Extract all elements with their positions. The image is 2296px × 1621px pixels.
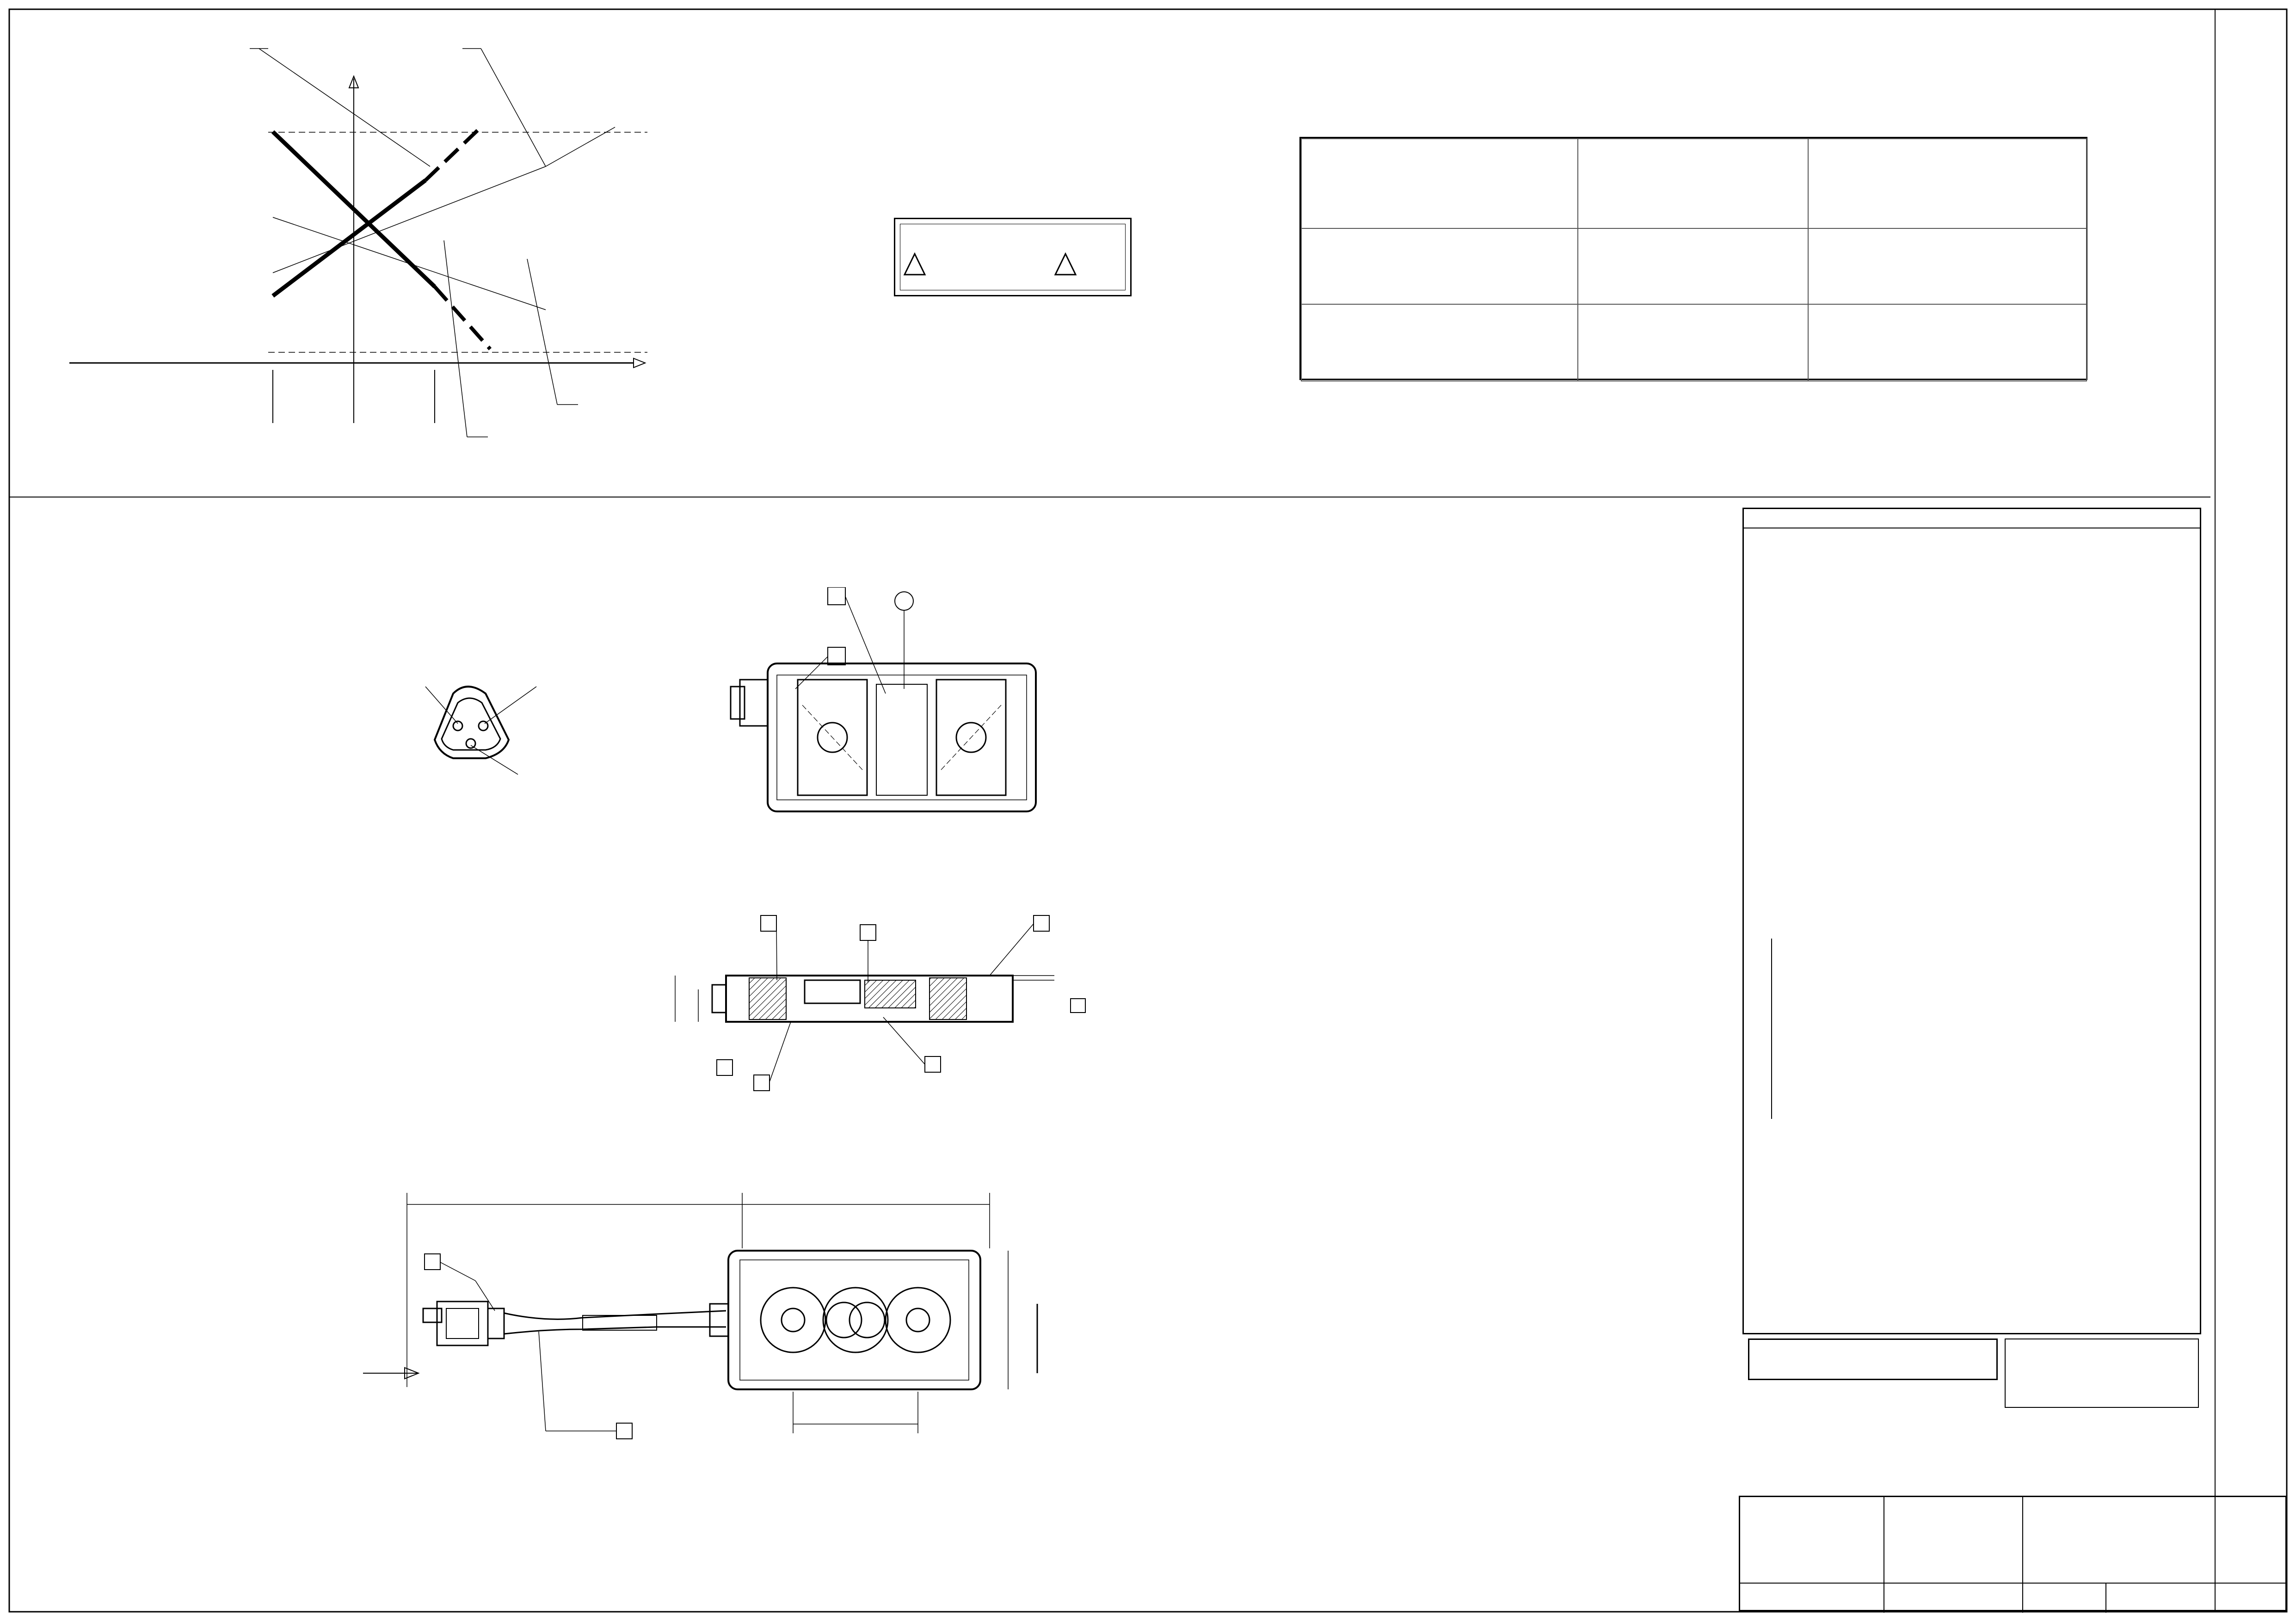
ch1-line-a [273, 180, 425, 296]
sensor-bottom-view [361, 1170, 1101, 1503]
section-aa-view [532, 906, 1110, 1091]
sensor-top-view [721, 587, 1073, 828]
notes-title [1744, 509, 2200, 528]
lin-chart [0, 0, 786, 499]
connector-face-icon [435, 687, 509, 758]
len-row-0 [1808, 228, 2087, 305]
cad-drawing-box [1748, 1339, 1998, 1380]
length-header [1808, 138, 2087, 229]
title-block [1739, 1496, 2287, 1611]
k-row-1 [1577, 304, 1809, 381]
k-row-0 [1577, 228, 1809, 305]
characteristics-table [2005, 1339, 2199, 1408]
pn-row-1 [1301, 304, 1578, 381]
k-header [1577, 138, 1809, 229]
logo-area [1740, 1497, 1884, 1613]
connector-view [301, 620, 671, 795]
pn-row-0 [1301, 228, 1578, 305]
cad-title [1749, 1340, 1996, 1343]
pn-table [1299, 137, 2087, 380]
len-row-1 [1808, 304, 2087, 381]
revision-strip [2220, 139, 2284, 1498]
pn-header [1301, 138, 1578, 229]
formula-box [894, 218, 1132, 296]
notes-panel [1742, 508, 2201, 1334]
